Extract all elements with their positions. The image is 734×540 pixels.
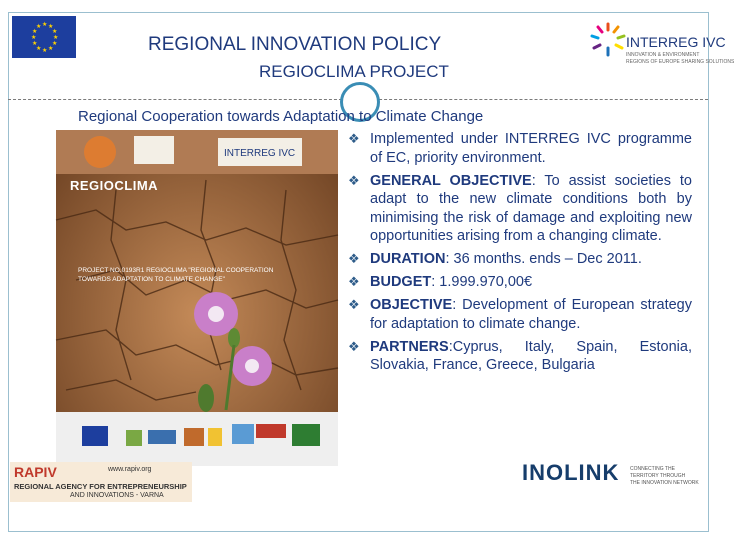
inolink-name: INOLINK xyxy=(522,460,620,485)
inolink-tagline-3: THE INNOVATION NETWORK xyxy=(630,480,699,486)
bullet-text: : To assist societies to adapt to the new climate conditions both by minimising the risk of damage and exploiting new opportunities arising from a changing climate. xyxy=(370,172,692,244)
svg-text:★: ★ xyxy=(31,34,37,41)
interreg-tagline-2: REGIONS OF EUROPE SHARING SOLUTIONS xyxy=(626,59,734,65)
bullet-item xyxy=(346,130,692,167)
svg-text:★: ★ xyxy=(48,23,54,30)
brochure-cover-image xyxy=(56,130,338,466)
page-subtitle: Regional Cooperation towards Adaptation to Climate Change xyxy=(78,108,484,125)
rapiv-logo xyxy=(10,462,192,502)
svg-text:★: ★ xyxy=(36,45,42,52)
bullet-label: DURATION xyxy=(370,251,446,267)
rapiv-line-1: REGIONAL AGENCY FOR ENTREPRENEURSHIP xyxy=(14,482,187,491)
inolink-logo xyxy=(520,450,710,498)
bullet-text: : Development of European strategy for adaptation to climate change. xyxy=(370,297,692,332)
bullet-text: : 1.999.970,00€ xyxy=(431,274,533,290)
bullet-text: : 36 months. ends – Dec 2011. xyxy=(445,251,642,267)
diamond-bullet-icon: ❖ xyxy=(348,131,360,146)
inolink-tagline-2: TERRITORY THROUGH xyxy=(630,473,686,479)
project-title: REGIOCLIMA PROJECT xyxy=(259,62,449,81)
bullet-label: PARTNERS xyxy=(370,338,449,355)
bullet-item xyxy=(346,273,692,292)
bullet-item xyxy=(346,296,692,333)
brochure-partner-logos xyxy=(56,412,338,466)
bullet-text: Implemented under INTERREG IVC programme of EC, priority environment. xyxy=(370,131,692,166)
svg-text:★: ★ xyxy=(36,23,42,30)
inolink-tagline-1: CONNECTING THE xyxy=(630,466,675,472)
diamond-bullet-icon: ❖ xyxy=(348,172,360,188)
rapiv-name: RAPIV xyxy=(14,464,57,480)
frame-bottom-line xyxy=(8,531,708,532)
interreg-name: INTERREG IVC xyxy=(626,34,726,50)
diamond-bullet-icon: ❖ xyxy=(348,251,360,266)
brochure-logo-bar xyxy=(56,130,338,174)
frame-top-line xyxy=(8,12,708,13)
brochure-title: REGIOCLIMA xyxy=(70,178,159,193)
svg-text:★: ★ xyxy=(42,21,48,28)
svg-text:★: ★ xyxy=(48,45,54,52)
bullet-label: GENERAL OBJECTIVE xyxy=(370,172,532,189)
diamond-bullet-icon: ❖ xyxy=(348,338,360,354)
svg-text:★: ★ xyxy=(52,28,58,35)
bullet-label: BUDGET xyxy=(370,274,432,290)
svg-text:★: ★ xyxy=(53,34,59,41)
diamond-bullet-icon: ❖ xyxy=(348,297,360,312)
rapiv-line-2: AND INNOVATIONS - VARNA xyxy=(70,492,164,499)
diamond-bullet-icon: ❖ xyxy=(348,274,360,289)
bullet-label: OBJECTIVE xyxy=(370,297,453,313)
eu-flag-icon xyxy=(12,16,76,58)
bullet-item xyxy=(346,250,692,269)
svg-text:★: ★ xyxy=(32,40,38,47)
bullet-list xyxy=(346,130,692,379)
brochure-project-text: PROJECT NO.0193R1 REGIOCLIMA "REGIONAL COOPERATION TOWARDS ADAPTATION TO CLIMATE CHANGE" xyxy=(78,267,274,283)
svg-text:★: ★ xyxy=(42,47,48,54)
interreg-tagline: INNOVATION & ENVIRONMENT xyxy=(626,52,700,58)
page-title: REGIONAL INNOVATION POLICY xyxy=(148,34,442,55)
rapiv-url: www.rapiv.org xyxy=(108,466,152,473)
bullet-text: :Cyprus, Italy, Spain, Estonia, Slovakia, France, Greece, Bulgaria xyxy=(370,338,692,373)
bullet-item xyxy=(346,338,692,375)
svg-text:★: ★ xyxy=(52,40,58,47)
svg-text:INTERREG IVC: INTERREG IVC xyxy=(224,148,296,159)
frame-left-line xyxy=(8,12,9,532)
bullet-item xyxy=(346,172,692,246)
svg-text:★: ★ xyxy=(32,28,38,35)
